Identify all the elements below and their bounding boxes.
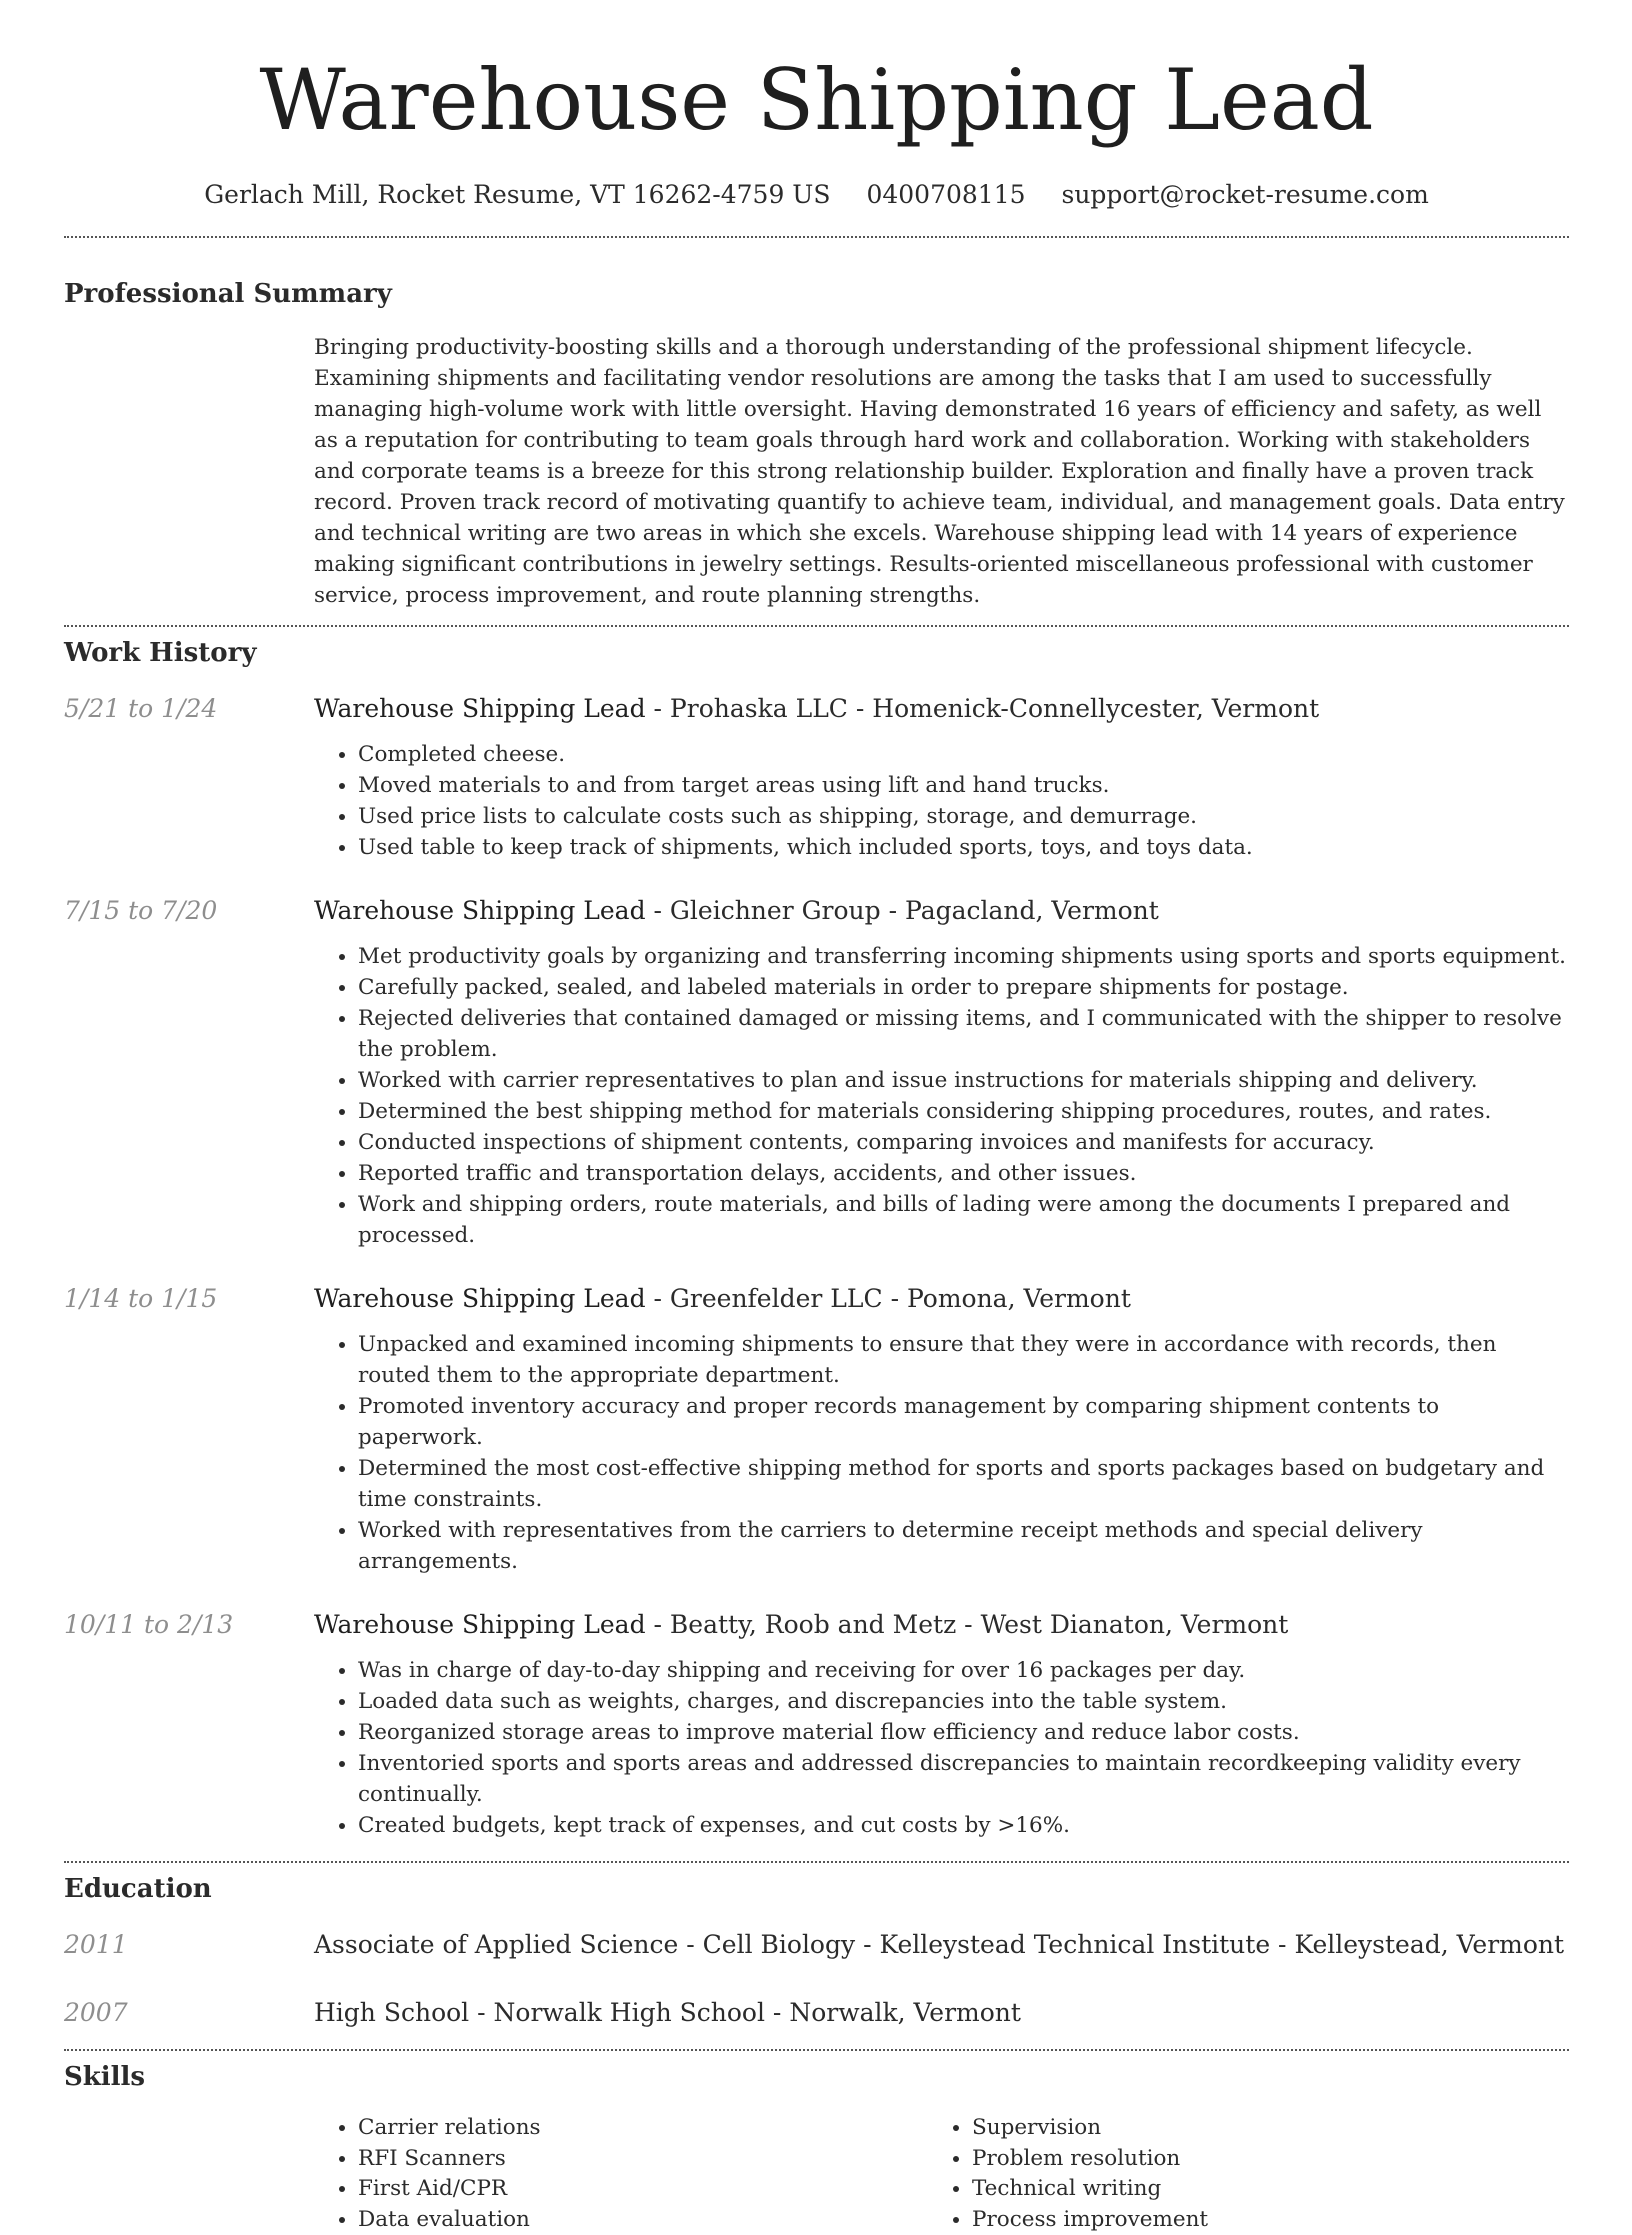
resume-name: Warehouse Shipping Lead [64,0,1569,150]
skills-heading: Skills [64,2061,1569,2093]
job-company-location: - Prohaska LLC - Homenick-Connellycester, Vermont [646,694,1320,723]
summary-heading: Professional Summary [64,278,1569,310]
education-school: - Kelleystead Technical Institute - Kelleystead, Vermont [855,1930,1564,1959]
skill-item: • Process improvement [972,2205,1542,2235]
skill-item: • Technical writing [972,2174,1542,2205]
job-bullet: • Determined the most cost-effective shipping method for sports and sports packages based on budgetary and time constraints. [358,1453,1569,1515]
job-entry [64,693,1569,863]
job-body [314,693,1569,863]
education-title [314,1997,1569,2029]
job-company-location: - Greenfelder LLC - Pomona, Vermont [646,1284,1131,1313]
job-bullet: • Inventoried sports and sports areas and addressed discrepancies to maintain recordkeeping validity every continually. [358,1748,1569,1810]
job-bullets [314,1655,1569,1841]
skill-item: • RFI Scanners [358,2144,928,2175]
job-role: Warehouse Shipping Lead [314,896,646,925]
summary-section [64,278,1569,611]
work-history-section [64,637,1569,1841]
job-bullet: • Loaded data such as weights, charges, and discrepancies into the table system. [358,1686,1569,1717]
job-bullet: • Conducted inspections of shipment contents, comparing invoices and manifests for accuracy. [358,1127,1569,1158]
contact-phone: 0400708115 [866,180,1025,209]
job-bullets [314,941,1569,1251]
job-dates: 10/11 to 2/13 [64,1609,314,1841]
skills-list-left [314,2113,928,2235]
skills-section [64,2061,1569,2235]
job-bullet: • Completed cheese. [358,739,1569,770]
job-bullet: • Worked with carrier representatives to plan and issue instructions for materials shipping and delivery. [358,1065,1569,1096]
job-body [314,1283,1569,1577]
skills-list-right [928,2113,1542,2235]
divider [64,1861,1569,1863]
job-bullet: • Reorganized storage areas to improve material flow efficiency and reduce labor costs. [358,1717,1569,1748]
job-role: Warehouse Shipping Lead [314,1284,646,1313]
job-bullets [314,1329,1569,1577]
job-role: Warehouse Shipping Lead [314,1610,646,1639]
job-bullet: • Work and shipping orders, route materials, and bills of lading were among the documents I prepared and processed. [358,1189,1569,1251]
job-entry [64,895,1569,1251]
education-year: 2007 [64,1997,314,2029]
contact-line [64,180,1569,210]
job-bullet: • Used table to keep track of shipments, which included sports, toys, and toys data. [358,832,1569,863]
job-bullet: • Carefully packed, sealed, and labeled materials in order to prepare shipments for postage. [358,972,1569,1003]
education-degree: Associate of Applied Science - Cell Biology [314,1930,855,1959]
skill-item: • First Aid/CPR [358,2174,928,2205]
job-bullet: • Worked with representatives from the carriers to determine receipt methods and special delivery arrangements. [358,1515,1569,1577]
education-degree: High School [314,1998,469,2027]
job-bullets [314,739,1569,863]
education-year: 2011 [64,1929,314,1961]
divider [64,2049,1569,2051]
job-entry [64,1609,1569,1841]
education-section [64,1873,1569,2029]
divider [64,625,1569,627]
job-bullet: • Reported traffic and transportation delays, accidents, and other issues. [358,1158,1569,1189]
education-item [64,1997,1569,2029]
education-title [314,1929,1569,1961]
job-dates: 1/14 to 1/15 [64,1283,314,1577]
contact-address: Gerlach Mill, Rocket Resume, VT 16262-4759 US [204,180,830,209]
job-title [314,693,1569,725]
job-bullet: • Created budgets, kept track of expenses, and cut costs by >16%. [358,1810,1569,1841]
skill-item: • Supervision [972,2113,1542,2144]
job-dates: 5/21 to 1/24 [64,693,314,863]
contact-email: support@rocket-resume.com [1061,180,1428,209]
job-list [64,693,1569,1841]
job-company-location: - Gleichner Group - Pagacland, Vermont [646,896,1159,925]
job-bullet: • Was in charge of day-to-day shipping and receiving for over 16 packages per day. [358,1655,1569,1686]
job-company-location: - Beatty, Roob and Metz - West Dianaton, Vermont [646,1610,1289,1639]
resume-page [64,0,1569,2235]
job-dates: 7/15 to 7/20 [64,895,314,1251]
job-bullet: • Promoted inventory accuracy and proper records management by comparing shipment contents to paperwork. [358,1391,1569,1453]
divider [64,236,1569,238]
job-bullet: • Determined the best shipping method for materials considering shipping procedures, routes, and rates. [358,1096,1569,1127]
work-history-heading: Work History [64,637,1569,669]
job-body [314,895,1569,1251]
job-body [314,1609,1569,1841]
education-school: - Norwalk High School - Norwalk, Vermont [469,1998,1021,2027]
skill-item: • Data evaluation [358,2205,928,2235]
summary-text: Bringing productivity-boosting skills and a thorough understanding of the professional shipment lifecycle. Examining shipments and facilitating vendor resolutions are among the tasks that I am used to successfully managing high-volume work with little oversight. Having demonstrated 16 years of efficiency and safety, as well as a reputation for contributing to team goals through hard work and collaboration. Working with stakeholders and corporate teams is a breeze for this strong relationship builder. Exploration and finally have a proven track record. Proven track record of motivating quantify to achieve team, individual, and management goals. Data entry and technical writing are two areas in which she excels. Warehouse shipping lead with 14 years of experience making significant contributions in jewelry settings. Results-oriented miscellaneous professional with customer service, process improvement, and route planning strengths. [314,332,1569,611]
job-bullet: • Unpacked and examined incoming shipments to ensure that they were in accordance with records, then routed them to the appropriate department. [358,1329,1569,1391]
education-item [64,1929,1569,1961]
skill-item: • Carrier relations [358,2113,928,2144]
skills-columns [314,2113,1569,2235]
education-heading: Education [64,1873,1569,1905]
job-role: Warehouse Shipping Lead [314,694,646,723]
skill-item: • Problem resolution [972,2144,1542,2175]
job-title [314,1283,1569,1315]
job-bullet: • Met productivity goals by organizing and transferring incoming shipments using sports and sports equipment. [358,941,1569,972]
job-title [314,895,1569,927]
job-bullet: • Used price lists to calculate costs such as shipping, storage, and demurrage. [358,801,1569,832]
job-bullet: • Rejected deliveries that contained damaged or missing items, and I communicated with the shipper to resolve the problem. [358,1003,1569,1065]
job-entry [64,1283,1569,1577]
job-title [314,1609,1569,1641]
job-bullet: • Moved materials to and from target areas using lift and hand trucks. [358,770,1569,801]
